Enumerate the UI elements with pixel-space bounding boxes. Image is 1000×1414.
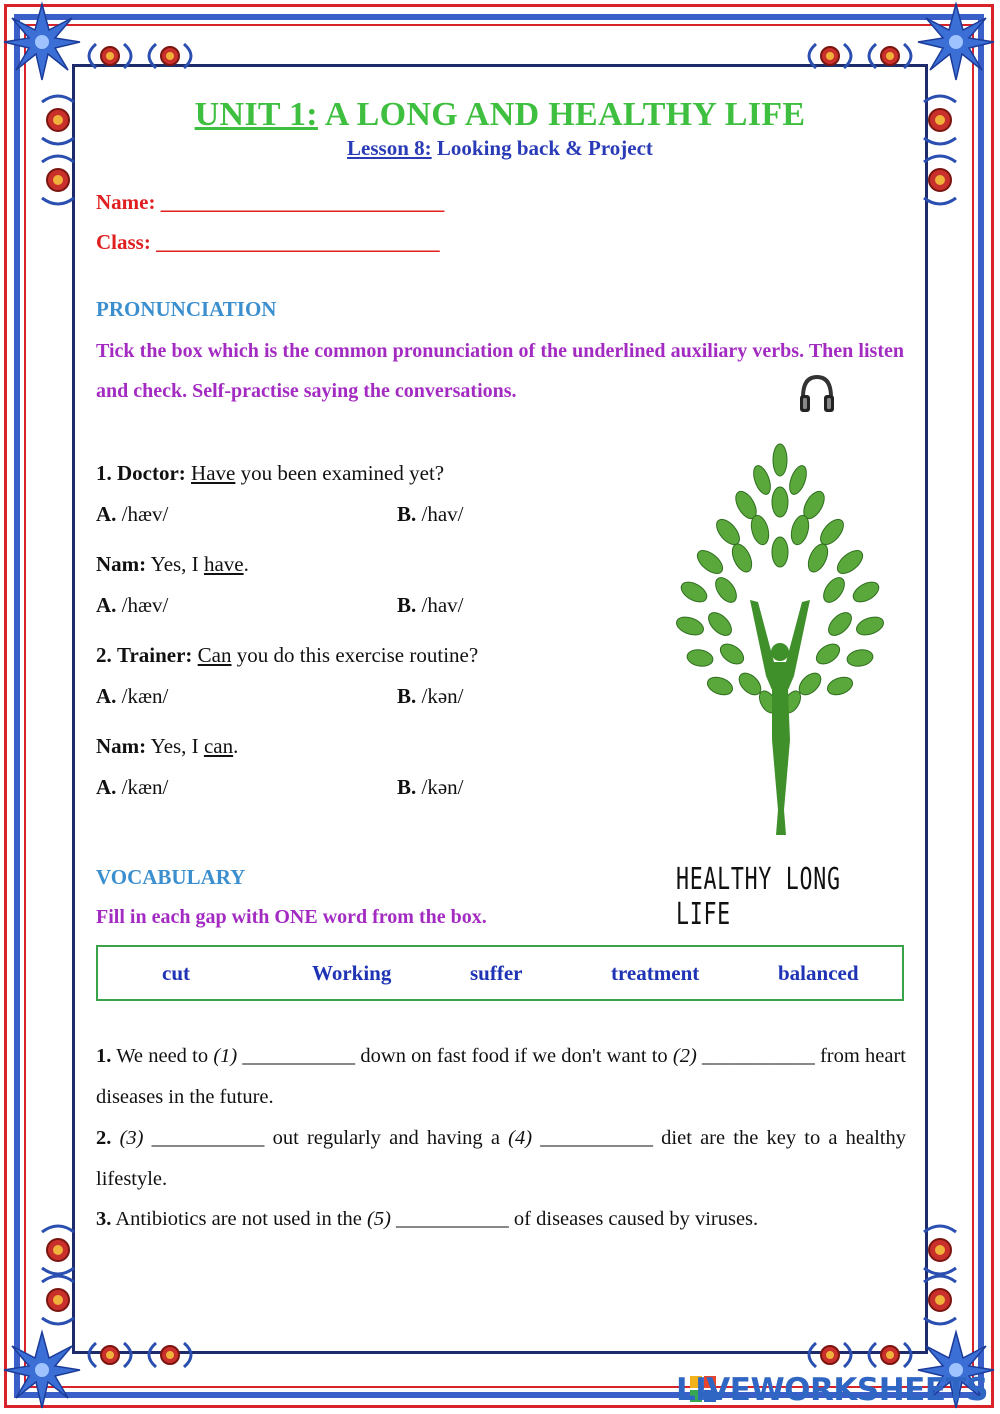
healthy-life-tree-illustration (670, 440, 890, 840)
word-box-item[interactable]: treatment (611, 961, 700, 985)
scroll-ornament (924, 1226, 956, 1274)
option-text: /kən/ (421, 775, 464, 799)
line-text: you do this exercise routine? (231, 643, 479, 667)
scroll-ornament (42, 1276, 74, 1324)
underlined-verb: can (203, 734, 234, 758)
name-label: Name: (96, 190, 156, 214)
option-text: /hav/ (421, 502, 464, 526)
option-label: B. (397, 502, 417, 526)
option-b[interactable] (397, 775, 464, 800)
scroll-ornament (89, 1343, 131, 1367)
option-text: /kən/ (421, 684, 464, 708)
pronunciation-heading: PRONUNCIATION (96, 297, 277, 321)
unit-title: A LONG AND HEALTHY LIFE (324, 96, 806, 133)
underlined-verb: have (203, 552, 244, 576)
lesson-subtitle (0, 136, 1000, 161)
underlined-verb: Can (197, 643, 232, 667)
line-text: Yes, I (146, 734, 204, 758)
word-box-item[interactable]: balanced (778, 961, 859, 985)
scroll-ornament (42, 1226, 74, 1274)
gap-blank[interactable]: ___________ diet are the key to a healthy lifestyle. (96, 1127, 907, 1190)
word-box-item[interactable]: suffer (470, 961, 523, 985)
underlined-verb: Have (191, 461, 236, 485)
pronunciation-instruction-text: Tick the box which is the common pronunciation of the underlined auxiliary verbs. Then listen and check. Self-practise saying the conversations. (96, 340, 904, 402)
corner-star-top-right (918, 4, 994, 80)
sentence-1 (96, 1036, 906, 1118)
option-a[interactable] (96, 502, 168, 527)
sentence-3 (96, 1199, 906, 1240)
sentence-text (111, 1127, 119, 1149)
option-text: /hav/ (421, 593, 464, 617)
option-text: /kæn/ (121, 684, 169, 708)
option-a[interactable] (96, 593, 168, 618)
line-text: you been examined yet? (235, 461, 445, 485)
lesson-label: Lesson 8: (347, 136, 432, 160)
vocabulary-instruction: Fill in each gap with ONE word from the box. (96, 906, 487, 928)
sentence-2 (96, 1118, 906, 1200)
name-field[interactable] (96, 190, 444, 215)
pronunciation-instruction (96, 331, 904, 411)
speaker-label: Nam: (96, 552, 147, 576)
gap-blank[interactable]: ___________ out regularly and having a (143, 1127, 509, 1149)
class-label: Class: (96, 230, 151, 254)
gap-blank[interactable]: ___________ from heart diseases in the future. (96, 1045, 906, 1108)
option-text: /hæv/ (121, 593, 169, 617)
vocabulary-heading: VOCABULARY (96, 865, 246, 889)
option-b[interactable] (397, 502, 464, 527)
corner-star-bottom-left (4, 1332, 80, 1408)
scroll-ornament (809, 44, 851, 68)
corner-star-top-left (4, 4, 80, 80)
question-number: 1. (96, 461, 112, 485)
speaker-label: Nam: (96, 734, 147, 758)
sentence-text: Antibiotics are not used in the (111, 1208, 368, 1230)
speaker-label: Trainer: (117, 643, 193, 667)
gap-blank[interactable]: ___________ down on fast food if we don't want to (237, 1045, 673, 1067)
class-field[interactable] (96, 230, 440, 255)
scroll-ornament (149, 44, 191, 68)
option-label: A. (96, 775, 117, 799)
scroll-ornament (924, 1276, 956, 1324)
gap-number: (1) (213, 1045, 238, 1067)
option-a[interactable] (96, 684, 168, 709)
question-1-nam (96, 552, 249, 577)
gap-number: (4) (508, 1127, 533, 1149)
sentence-number: 3. (96, 1208, 112, 1230)
line-text: Yes, I (146, 552, 204, 576)
option-label: B. (397, 775, 417, 799)
option-a[interactable] (96, 775, 168, 800)
option-b[interactable] (397, 593, 464, 618)
word-box (96, 945, 904, 1001)
gap-number: (2) (672, 1045, 697, 1067)
page-title (0, 96, 1000, 134)
option-label: A. (96, 502, 117, 526)
scroll-ornament (42, 156, 74, 204)
speaker-label: Doctor: (117, 461, 186, 485)
scroll-ornament (89, 44, 131, 68)
option-label: B. (397, 684, 417, 708)
unit-label: UNIT 1: (194, 96, 318, 133)
scroll-ornament (869, 44, 911, 68)
illustration-caption: HEALTHY LONG LIFE (676, 862, 841, 932)
option-text: /kæn/ (121, 775, 169, 799)
name-blank[interactable]: ___________________________ (160, 190, 445, 214)
word-box-item[interactable]: Working (312, 961, 392, 985)
liveworksheets-brand[interactable]: LIVEWORKSHEETS (676, 1372, 988, 1408)
option-label: A. (96, 684, 117, 708)
word-box-item[interactable]: cut (162, 961, 190, 985)
question-number: 2. (96, 643, 112, 667)
sentence-number: 2. (96, 1127, 112, 1149)
line-text: . (233, 734, 239, 758)
option-label: A. (96, 593, 117, 617)
option-label: B. (397, 593, 417, 617)
gap-number: (5) (367, 1208, 391, 1230)
gap-number: (3) (119, 1127, 144, 1149)
scroll-ornament (924, 156, 956, 204)
scroll-ornament (869, 1343, 911, 1367)
headphones-icon[interactable] (798, 373, 836, 415)
question-2-trainer (96, 643, 478, 668)
option-b[interactable] (397, 684, 464, 709)
option-text: /hæv/ (121, 502, 169, 526)
line-text: . (243, 552, 249, 576)
class-blank[interactable]: ___________________________ (156, 230, 440, 254)
scroll-ornament (809, 1343, 851, 1367)
scroll-ornament (149, 1343, 191, 1367)
sentence-number: 1. (96, 1045, 112, 1067)
sentence-text: We need to (111, 1045, 214, 1067)
question-2-nam (96, 734, 238, 759)
gap-blank[interactable]: ___________ of diseases caused by viruses. (390, 1208, 759, 1230)
question-1-doctor (96, 461, 444, 486)
lesson-title: Looking back & Project (436, 136, 653, 160)
